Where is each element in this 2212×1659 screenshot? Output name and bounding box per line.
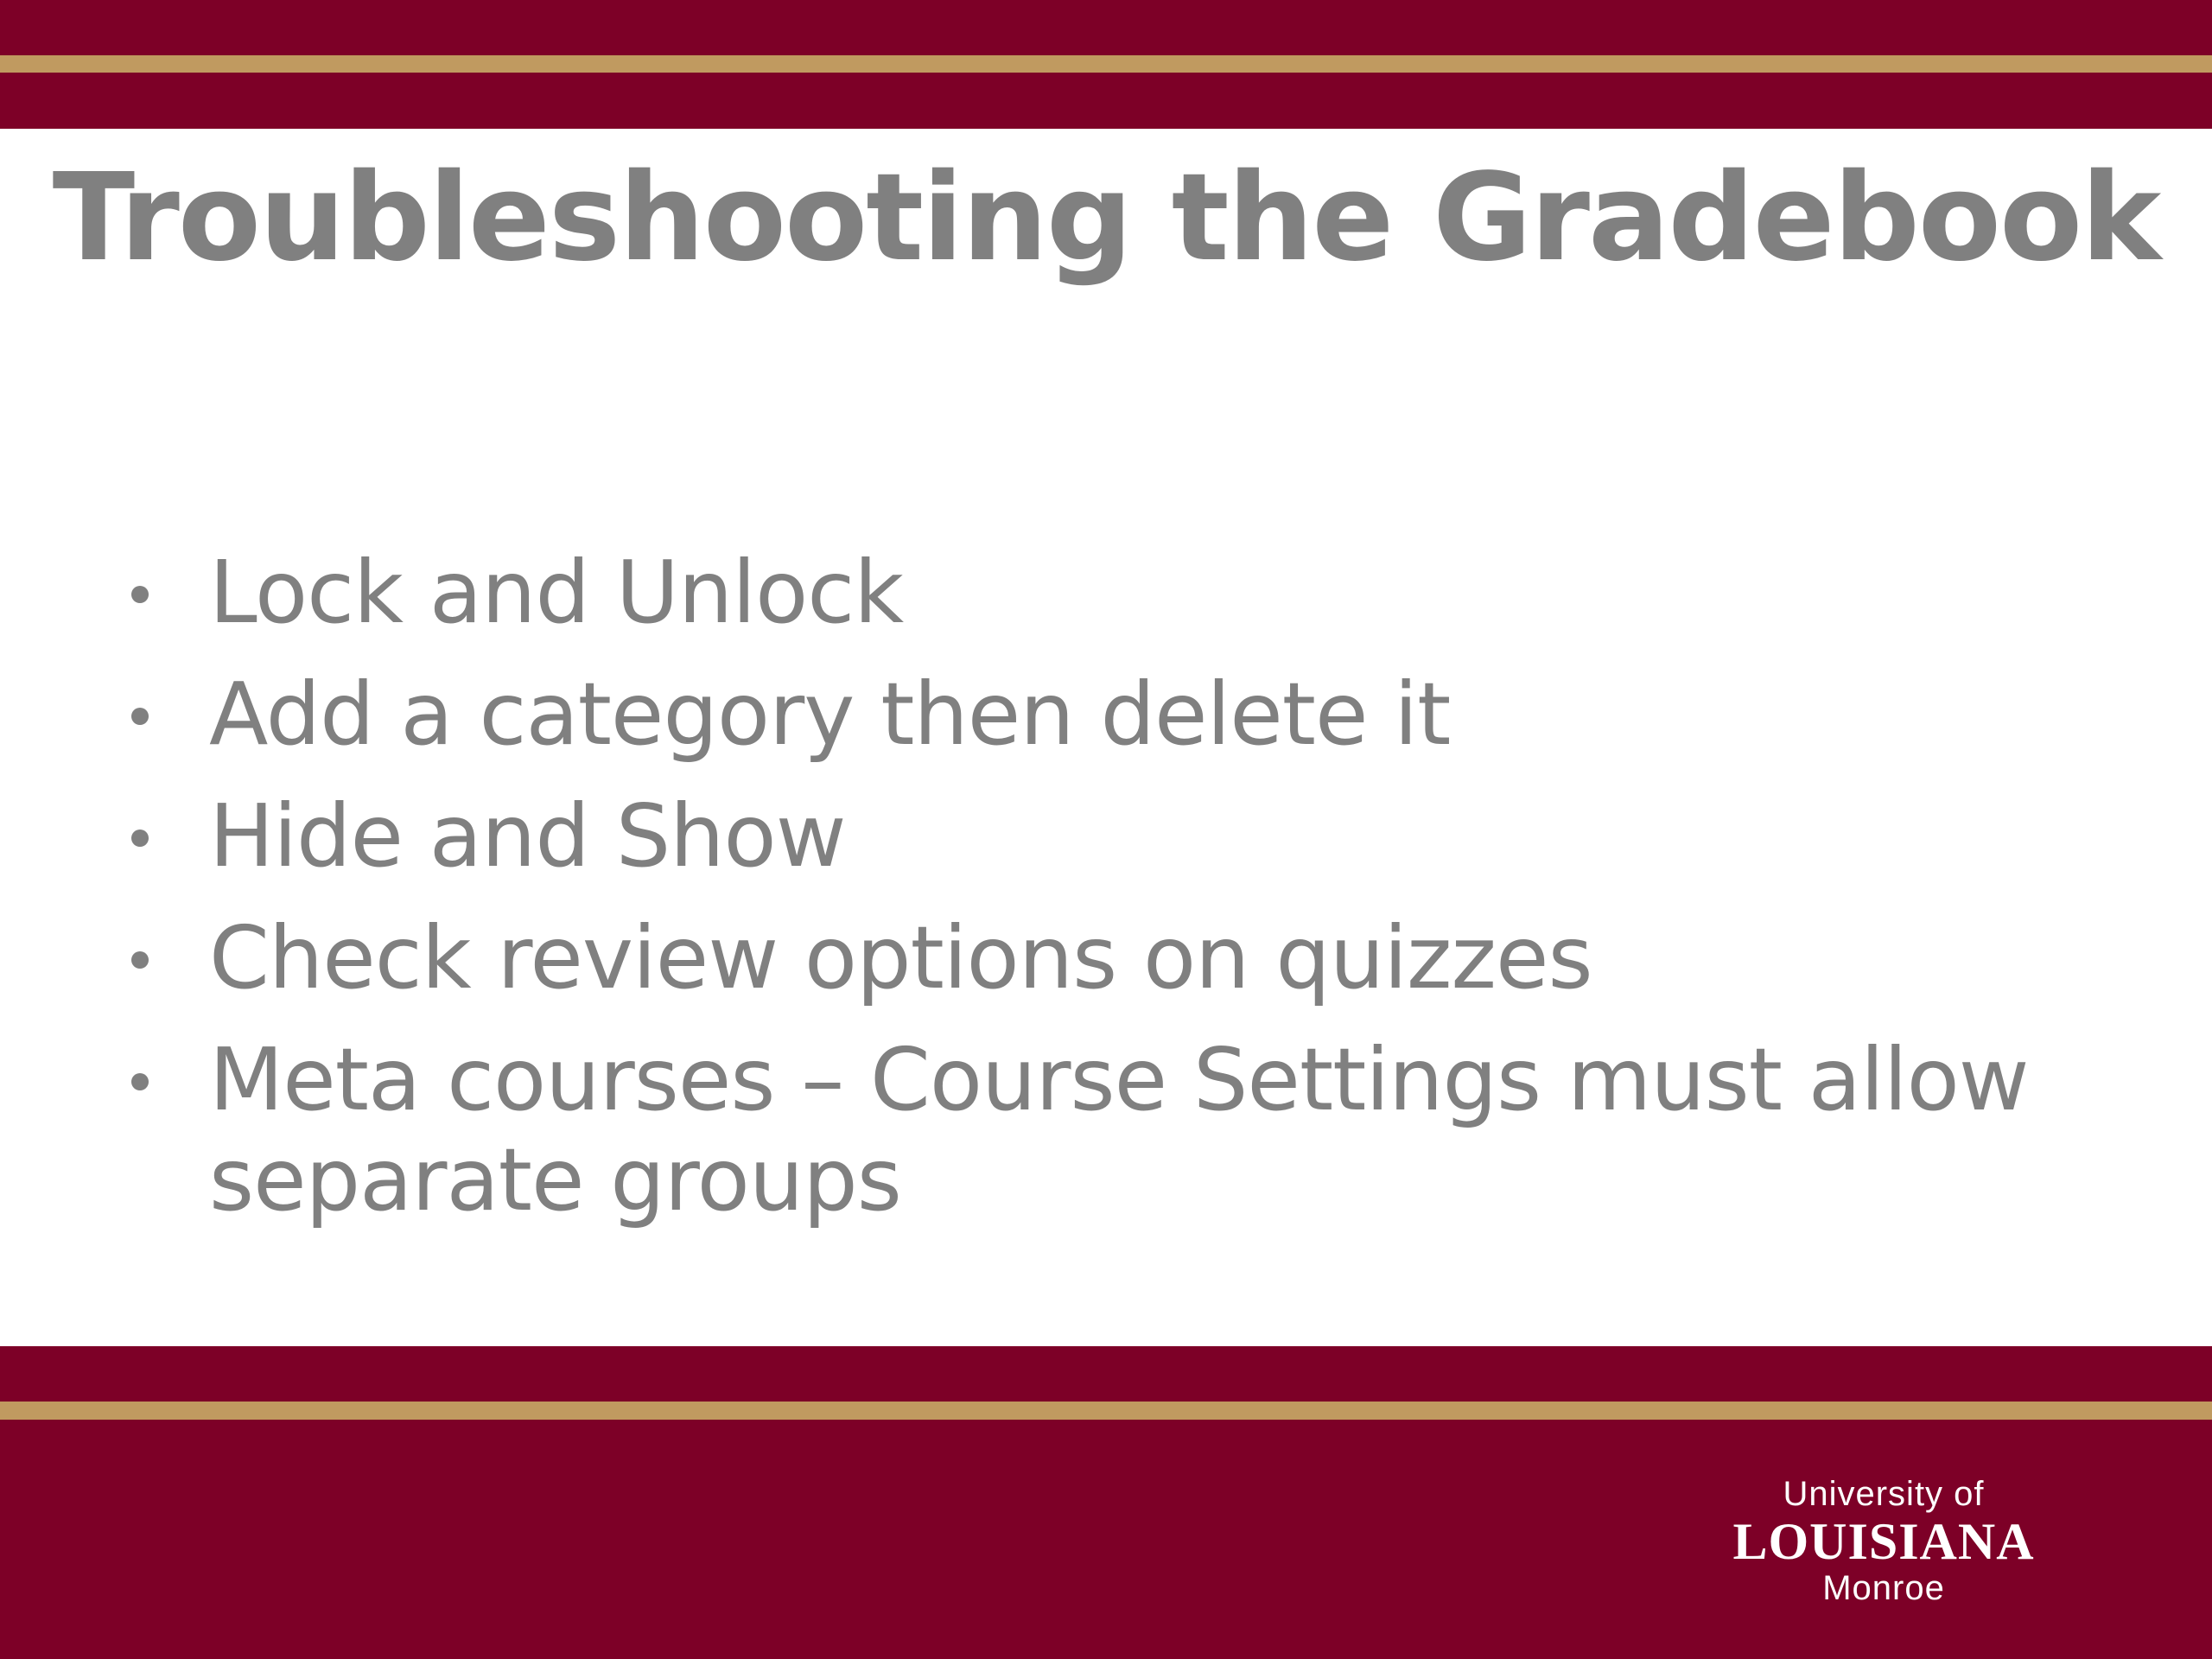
- bullet-item: [121, 786, 2065, 887]
- bullet-text: Check review options on quizzes: [209, 907, 1592, 1008]
- bottom-maroon-band: [0, 1346, 2212, 1402]
- university-logo: [1702, 1473, 2065, 1608]
- top-maroon-band: [0, 0, 2212, 55]
- bullet-dot-icon: [131, 586, 149, 603]
- bullet-text: Hide and Show: [209, 785, 846, 887]
- bottom-gold-stripe: [0, 1402, 2212, 1420]
- bullet-dot-icon: [131, 708, 149, 725]
- bullet-list: [121, 543, 2065, 1252]
- logo-university-of: University of: [1783, 1475, 1985, 1513]
- bullet-text: Add a category then delete it: [209, 664, 1451, 765]
- bullet-item: [121, 908, 2065, 1008]
- bullet-item: [121, 543, 2065, 643]
- top-maroon-band-lower: [0, 73, 2212, 129]
- slide-title: Troubleshooting the Gradebook: [52, 148, 2160, 289]
- bullet-dot-icon: [131, 1073, 149, 1090]
- bullet-text: Meta courses – Course Settings must allow separate groups: [209, 1029, 2029, 1230]
- logo-monroe: Monroe: [1822, 1569, 1945, 1607]
- logo-louisiana: LOUISIANA: [1732, 1513, 2035, 1570]
- bullet-item: [121, 664, 2065, 765]
- top-gold-stripe: [0, 55, 2212, 73]
- bullet-text: Lock and Unlock: [209, 542, 904, 643]
- bullet-dot-icon: [131, 830, 149, 847]
- bullet-item: [121, 1030, 2065, 1230]
- bullet-dot-icon: [131, 951, 149, 969]
